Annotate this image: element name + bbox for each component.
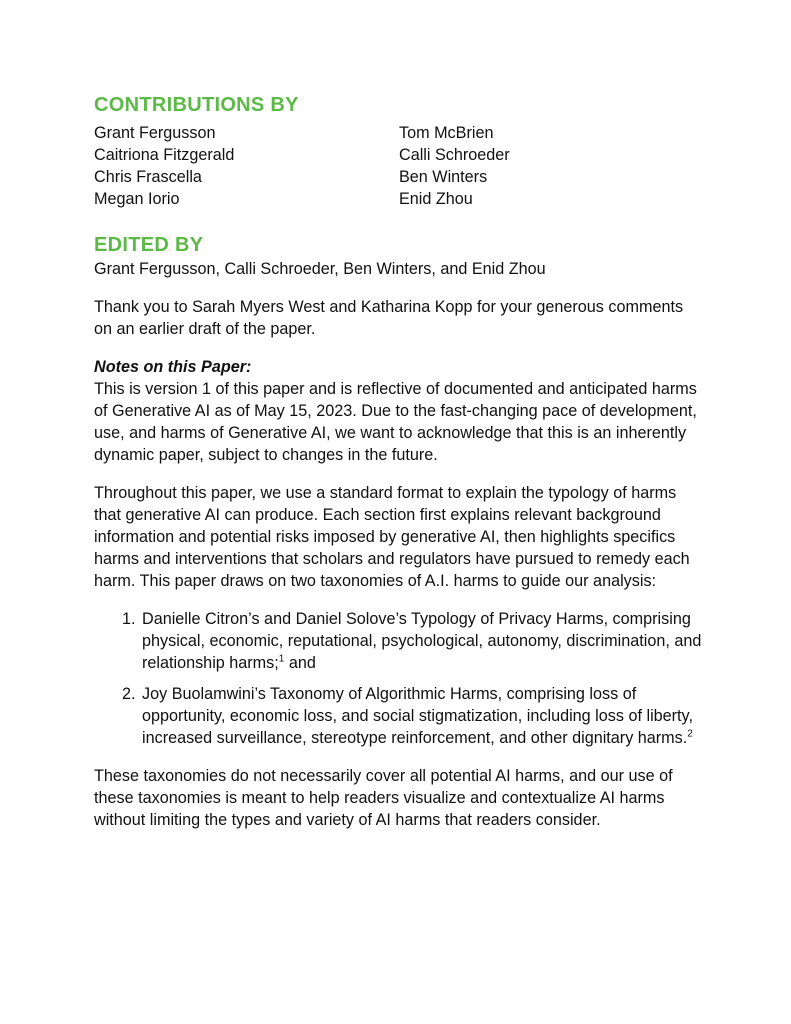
contributor-name: Ben Winters	[399, 168, 488, 186]
editors-list: Grant Fergusson, Calli Schroeder, Ben Winters, and Enid Zhou	[94, 260, 546, 278]
list-item-tail: and	[284, 654, 316, 672]
list-item-text: Joy Buolamwini’s Taxonomy of Algorithmic Harms, comprising loss of opportunity, economic loss, and social stigmatization, including loss of liberty, increased surveillance, stereotype reinforcement, and other dignitary harms.	[142, 685, 693, 747]
notes-paragraph-taxonomies: These taxonomies do not necessarily cover all potential AI harms, and our use of these taxonomies is meant to help readers visualize and contextualize AI harms without limiting the types and variety of AI harms that readers consider.	[94, 767, 673, 829]
list-item-text: Danielle Citron’s and Daniel Solove’s Typology of Privacy Harms, comprising physical, economic, reputational, psychological, autonomy, discrimination, and relationship harms;	[142, 610, 702, 672]
notes-paragraph-format: Throughout this paper, we use a standard format to explain the typology of harms that generative AI can produce. Each section first explains relevant background information and potential risks imposed by generative AI, then highlights specifics harms and interventions that scholars and regulators have pursued to remedy each harm. This paper draws on two taxonomies of A.I. harms to guide our analysis:	[94, 484, 690, 590]
taxonomies-list	[94, 608, 704, 749]
footnote-link[interactable]: 2	[687, 728, 693, 740]
footnote-link[interactable]: 1	[278, 653, 285, 665]
list-item	[140, 608, 704, 674]
acknowledgement-paragraph: Thank you to Sarah Myers West and Katharina Kopp for your generous comments on an earlier draft of the paper.	[94, 298, 684, 338]
contributor-name: Chris Frascella	[94, 168, 202, 186]
notes-paragraph-version: This is version 1 of this paper and is reflective of documented and anticipated harms of Generative AI as of May 15, 2023. Due to the fast-changing pace of development, use, and harms of Generative AI, we want to acknowledge that this is an inherently dynamic paper, subject to changes in the future.	[94, 380, 697, 464]
contributor-name: Tom McBrien	[399, 124, 494, 142]
contributions-heading: CONTRIBUTIONS BY	[94, 94, 299, 116]
edited-by-heading: EDITED BY	[94, 234, 204, 256]
contributor-name: Enid Zhou	[399, 190, 473, 208]
contributor-name: Caitriona Fitzgerald	[94, 146, 235, 164]
contributors-right-column	[399, 122, 704, 210]
list-item	[140, 683, 704, 749]
contributor-name: Calli Schroeder	[399, 146, 510, 164]
notes-title: Notes on this Paper:	[94, 358, 252, 376]
contributor-name: Grant Fergusson	[94, 124, 216, 142]
document-page	[94, 92, 704, 831]
contributors-list	[94, 122, 704, 210]
contributor-name: Megan Iorio	[94, 190, 180, 208]
contributors-left-column	[94, 122, 399, 210]
